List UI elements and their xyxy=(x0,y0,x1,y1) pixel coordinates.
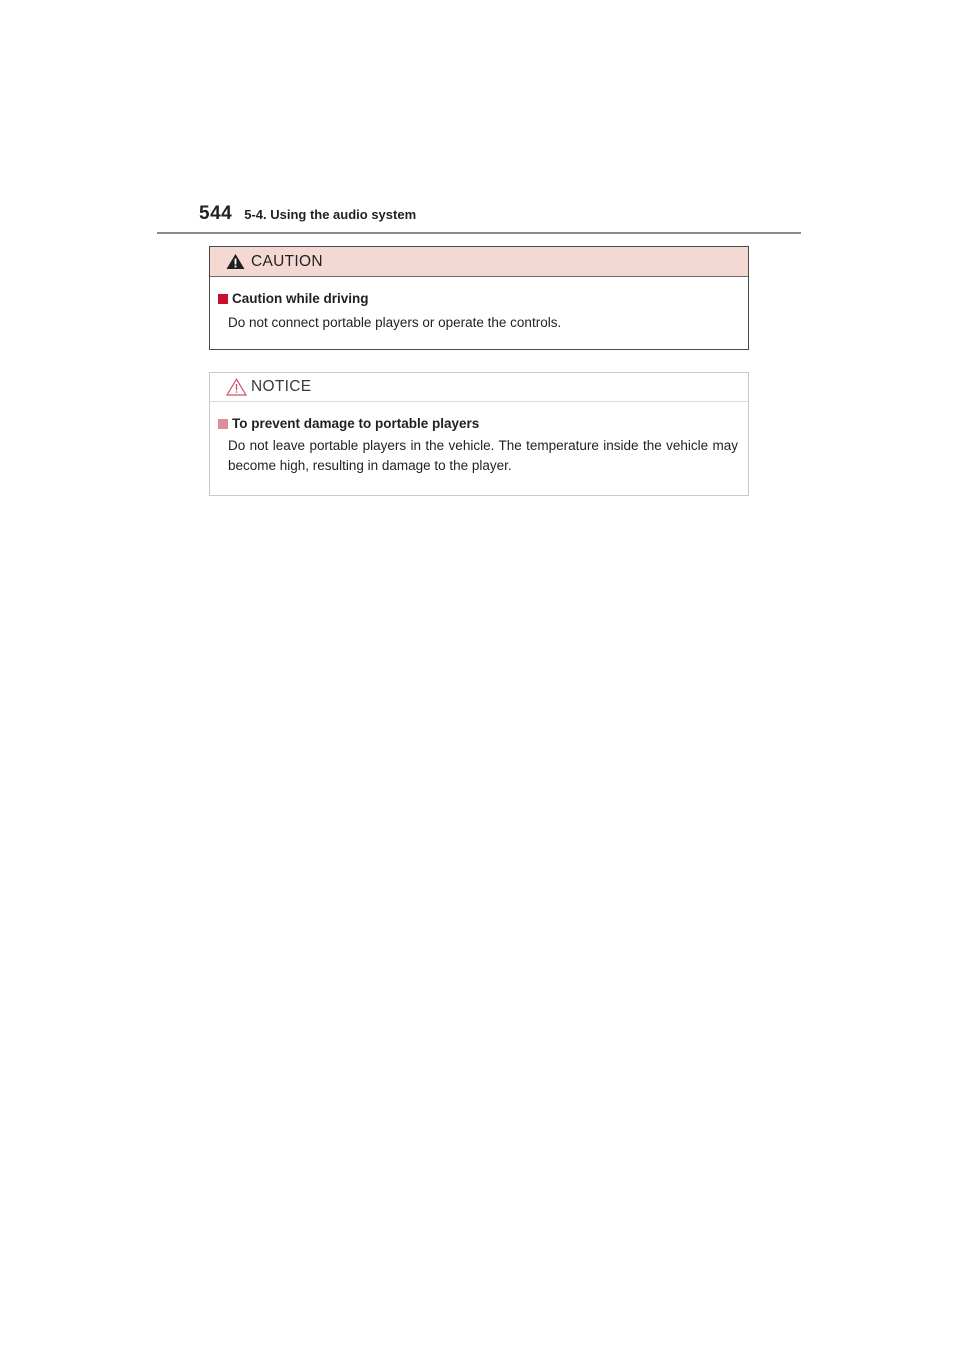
square-bullet-icon xyxy=(218,419,228,429)
caution-heading-text: Caution while driving xyxy=(232,291,369,306)
notice-box xyxy=(209,372,749,496)
warning-triangle-icon xyxy=(226,253,245,270)
square-bullet-icon xyxy=(218,294,228,304)
notice-heading-text: To prevent damage to portable players xyxy=(232,416,480,431)
notice-item-heading xyxy=(218,416,748,431)
caution-item-heading xyxy=(218,291,748,306)
header-divider xyxy=(157,232,801,234)
caution-header xyxy=(210,247,748,277)
notice-body-text: Do not leave portable players in the vehicle. The temperature inside the vehicle may become high, resulting in damage to the player. xyxy=(228,438,738,473)
notice-title: NOTICE xyxy=(251,378,312,395)
caution-title: CAUTION xyxy=(251,252,323,270)
warning-triangle-outline-icon xyxy=(226,378,247,396)
notice-header xyxy=(210,373,748,402)
page-header xyxy=(199,203,416,229)
caution-box xyxy=(209,246,749,350)
caution-body-text: Do not connect portable players or operate the controls. xyxy=(228,315,562,330)
page-number: 544 xyxy=(199,203,233,224)
section-title: 5-4. Using the audio system xyxy=(244,207,417,222)
